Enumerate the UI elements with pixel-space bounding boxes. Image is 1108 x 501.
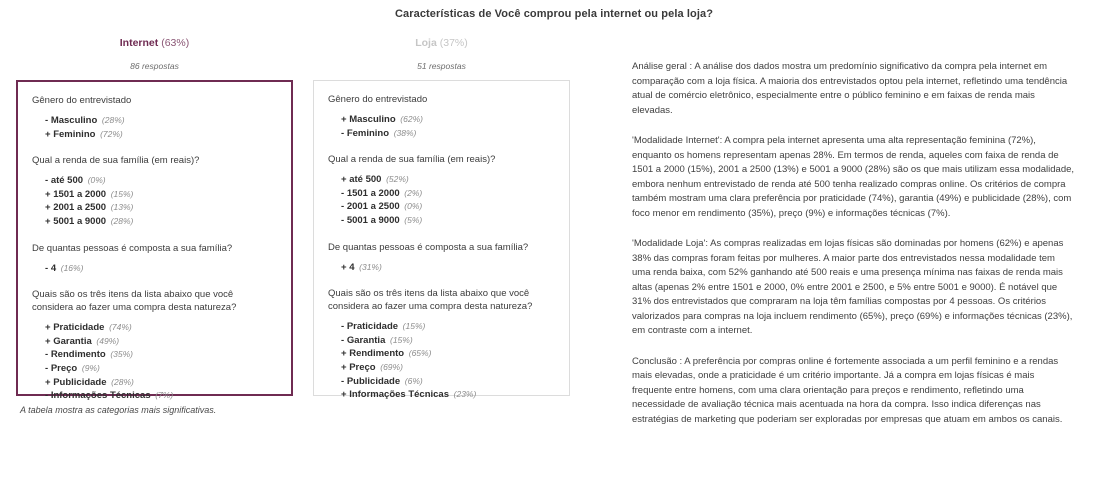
option-label: 5001 a 9000	[346, 214, 400, 226]
option-sign: +	[45, 128, 51, 140]
option-label: Garantia	[53, 335, 92, 347]
option-percent: (15%)	[110, 188, 134, 199]
question-text: Gênero do entrevistado	[32, 95, 132, 106]
card-box-loja	[313, 80, 570, 401]
option-percent: (28%)	[110, 215, 134, 226]
option-label: Publicidade	[346, 375, 401, 387]
option-percent: (0%)	[87, 175, 106, 186]
question-text: Quais são os três itens da lista abaixo que você considera ao fazer uma compra desta natureza?	[328, 288, 533, 313]
option-label: Praticidade	[53, 322, 105, 334]
option-label: Feminino	[53, 128, 96, 140]
list-item	[45, 376, 277, 390]
modality-card-loja	[313, 36, 570, 401]
question-block	[32, 288, 277, 403]
option-label: Masculino	[50, 115, 98, 126]
analysis-paragraph-loja: 'Modalidade Loja': As compras realizadas em lojas físicas são dominadas por homens (62%) e apenas 38% das compras foram feitas por mulheres. A maior parte dos entrevistados nessa modalidade tem uma renda baixa, com 52% ganhando até 500 reais e uma presença mínima nas faixas de renda mais altas (apenas 2% entre 1501 e 2000, 0% entre 2001 e 2500, e 5% entre 5001 e 9000). É notável que 31% dos entrevistados que compraram na loja têm famílias compostas por 4 pessoas. Os critérios valorizados para compras na loja incluem rendimento (65%), preço (69%) e informações técnicas (23%), em contraste com a internet.	[632, 238, 1073, 336]
card-percent-internet: (63%)	[161, 37, 190, 49]
option-sign: -	[341, 187, 345, 199]
question-block	[328, 287, 555, 402]
option-sign: -	[45, 262, 49, 274]
question-block	[328, 153, 555, 227]
option-list	[328, 173, 555, 227]
option-label: até 500	[50, 175, 84, 187]
option-sign: -	[341, 201, 345, 213]
question-text: De quantas pessoas é composta a sua família?	[328, 241, 529, 253]
list-item	[341, 347, 555, 361]
card-percent-loja: (37%)	[439, 37, 468, 49]
option-sign: +	[341, 348, 347, 360]
option-percent: (5%)	[404, 214, 423, 225]
option-label: Informações Técnicas	[349, 389, 449, 401]
option-sign: -	[45, 390, 49, 402]
list-item	[341, 375, 555, 389]
option-list	[32, 321, 277, 403]
option-percent: (6%)	[404, 375, 423, 386]
list-item	[45, 188, 277, 202]
list-item	[45, 262, 277, 276]
analysis-paragraph-internet: 'Modalidade Internet': A compra pela internet apresenta uma alta representação feminina (72%), enquanto os homens representam apenas 28%. Em termos de renda, aqueles com faixa de renda de 1501 a 2000 (15%), 2001 a 2500 (13%) e 5001 a 9000 (28%) são os que mais utilizam essa modalidade, embora nenhum entrevistado de renda até 500 tenha realizado compras online. Os critérios de compra também mostram uma clara preferência por praticidade (74%), garantia (49%) e publicidade (28%), com foco menor em rendimento (35%), preço (9%) e informações técnicas (7%).	[632, 135, 1075, 219]
option-label: 4	[50, 262, 57, 274]
list-item	[45, 215, 277, 229]
option-percent: (28%)	[101, 115, 125, 125]
option-sign: +	[341, 174, 347, 186]
option-sign: +	[341, 389, 347, 401]
option-percent: (38%)	[393, 127, 417, 138]
option-percent: (49%)	[96, 335, 120, 346]
option-label: Masculino	[349, 114, 396, 125]
option-sign: -	[341, 127, 345, 139]
option-percent: (2%)	[404, 187, 423, 198]
option-label: 2001 a 2500	[346, 201, 400, 213]
option-sign: +	[45, 202, 51, 214]
question-block	[32, 242, 277, 276]
option-label: Feminino	[346, 127, 390, 139]
question-text: Qual a renda de sua família (em reais)?	[328, 154, 496, 166]
option-label: Rendimento	[349, 348, 405, 360]
option-sign: -	[341, 214, 345, 226]
option-sign: +	[341, 114, 347, 125]
cards-row	[0, 36, 580, 415]
list-item	[45, 201, 277, 215]
option-percent: (15%)	[402, 321, 426, 332]
option-label: Publicidade	[53, 376, 107, 388]
question-block	[32, 94, 277, 141]
card-box-internet	[16, 80, 293, 402]
option-percent: (72%)	[100, 128, 123, 139]
analysis-paragraph-geral: Análise geral : A análise dos dados mostra um predomínio significativo da compra pela internet em comparação com a loja física. A maioria dos entrevistados optou pela internet, refletindo uma tendência atual de comércio eletrônico, especialmente entre o público feminino e em faixas de renda mais elevadas.	[632, 61, 1068, 116]
option-label: Rendimento	[50, 349, 106, 361]
question-text: Qual a renda de sua família (em reais)?	[32, 155, 200, 167]
option-sign: -	[341, 321, 345, 333]
list-item	[45, 321, 277, 335]
option-label: 4	[349, 261, 355, 273]
option-label: 2001 a 2500	[53, 202, 107, 214]
option-percent: (23%)	[453, 389, 477, 400]
option-sign: +	[45, 322, 51, 334]
question-text: Quais são os três itens da lista abaixo que você considera ao fazer uma compra desta natureza?	[32, 289, 237, 314]
list-item	[341, 200, 555, 214]
option-sign: -	[341, 375, 345, 387]
option-percent: (7%)	[155, 390, 174, 401]
modality-card-internet	[16, 36, 293, 415]
option-label: Preço	[349, 361, 376, 373]
option-percent: (69%)	[380, 361, 403, 372]
option-sign: -	[45, 349, 49, 361]
modality-cards-region	[0, 36, 580, 415]
option-sign: -	[45, 175, 49, 187]
question-text: Gênero do entrevistado	[328, 94, 428, 105]
list-item	[45, 362, 277, 376]
option-list	[32, 114, 277, 141]
option-list	[32, 174, 277, 228]
page-title: Características de Você comprou pela internet ou pela loja?	[394, 8, 714, 20]
list-item	[341, 388, 555, 402]
option-label: 1501 a 2000	[346, 187, 400, 199]
option-percent: (16%)	[60, 262, 84, 273]
list-item	[45, 348, 277, 362]
option-percent: (9%)	[81, 362, 100, 373]
option-percent: (31%)	[359, 261, 382, 272]
option-percent: (62%)	[400, 114, 423, 124]
list-item	[341, 361, 555, 375]
option-percent: (74%)	[109, 322, 132, 333]
option-list	[328, 113, 555, 140]
option-percent: (52%)	[386, 174, 409, 185]
question-text: De quantas pessoas é composta a sua família?	[32, 242, 233, 254]
list-item	[341, 187, 555, 201]
list-item	[45, 335, 277, 349]
card-responses-loja: 51 respostas	[417, 61, 466, 71]
card-title-internet: Internet	[119, 37, 159, 49]
option-percent: (35%)	[110, 349, 134, 360]
option-sign: +	[45, 335, 51, 347]
option-percent: (65%)	[408, 348, 432, 359]
option-sign: -	[341, 334, 345, 346]
list-item	[341, 113, 555, 127]
option-label: Garantia	[346, 334, 386, 346]
list-item	[45, 174, 277, 188]
option-label: 5001 a 9000	[53, 215, 107, 227]
option-label: Preço	[50, 362, 78, 374]
list-item	[45, 389, 277, 403]
list-item	[341, 334, 555, 348]
option-label: Praticidade	[346, 321, 399, 333]
option-sign: +	[45, 188, 51, 200]
option-percent: (13%)	[110, 202, 134, 213]
table-note: A tabela mostra as categorias mais significativas.	[20, 405, 217, 415]
card-title-loja: Loja	[415, 37, 437, 49]
question-block	[328, 241, 555, 275]
option-sign: +	[45, 376, 51, 388]
option-list	[328, 320, 555, 402]
option-list	[32, 262, 277, 276]
list-item	[341, 173, 555, 187]
card-responses-internet: 86 respostas	[130, 61, 179, 71]
option-sign: +	[341, 361, 347, 373]
option-label: até 500	[349, 174, 382, 186]
list-item	[45, 128, 277, 142]
list-item	[341, 214, 555, 228]
option-sign: +	[45, 215, 51, 227]
option-label: 1501 a 2000	[53, 188, 107, 200]
option-label: Informações Técnicas	[50, 390, 151, 402]
option-sign: -	[45, 115, 49, 126]
question-block	[32, 154, 277, 228]
card-heading-loja[interactable]	[313, 36, 570, 61]
question-block	[328, 93, 555, 140]
analysis-paragraph-conclusao: Conclusão : A preferência por compras online é fortemente associada a um perfil feminino e a rendas mais elevadas, onde a praticidade é um critério importante. Já a compra em lojas físicas é mais frequente entre homens, com uma clara orientação para preços e rendimento, refletindo uma necessidade de avaliação técnica mais acentuada na hora da compra. Isso indica diferenças nas estratégias de marketing que poderiam ser exploradas por empresas que atuam em ambos os canais.	[632, 355, 1063, 425]
list-item	[341, 320, 555, 334]
analysis-panel	[632, 60, 1075, 427]
option-sign: -	[45, 362, 49, 374]
list-item	[45, 114, 277, 128]
option-percent: (0%)	[404, 201, 423, 212]
option-percent: (28%)	[111, 376, 134, 387]
card-heading-internet[interactable]	[16, 36, 293, 61]
list-item	[341, 127, 555, 141]
option-sign: +	[341, 261, 347, 273]
option-list	[328, 261, 555, 275]
option-percent: (15%)	[390, 334, 413, 345]
list-item	[341, 261, 555, 275]
